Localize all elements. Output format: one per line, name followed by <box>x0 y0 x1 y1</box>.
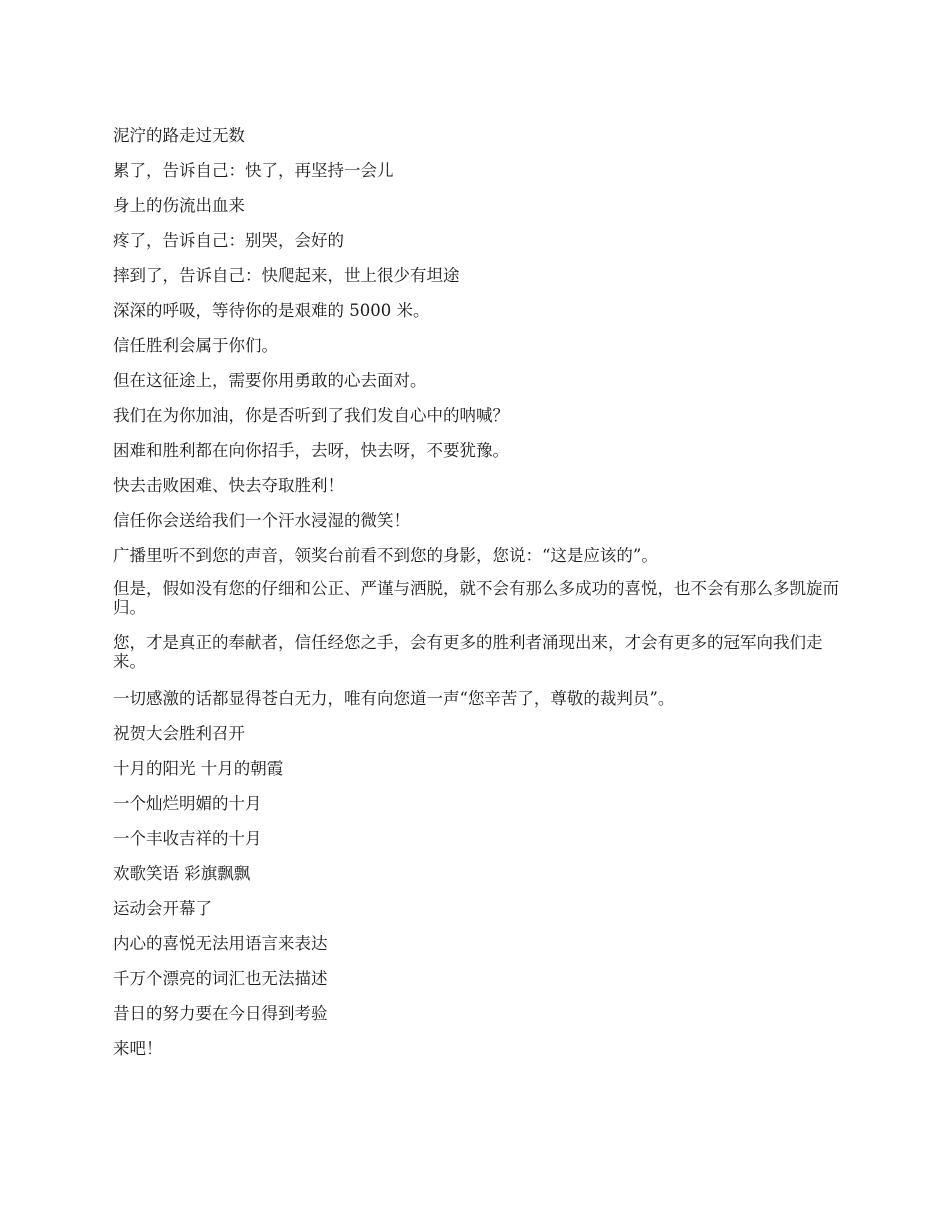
paragraph: 快去击败困难、快去夺取胜利！ <box>113 476 344 495</box>
paragraph: 内心的喜悦无法用语言来表达 <box>113 934 328 953</box>
paragraph: 欢歌笑语 彩旗飘飘 <box>113 864 251 883</box>
document-body <box>113 124 843 1072</box>
paragraph: 疼了，告诉自己：别哭，会好的 <box>113 231 344 250</box>
paragraph: 祝贺大会胜利召开 <box>113 724 245 743</box>
paragraph: 来吧！ <box>113 1039 163 1058</box>
paragraph: 运动会开幕了 <box>113 899 212 918</box>
paragraph: 我们在为你加油，你是否听到了我们发自心中的呐喊？ <box>113 406 509 425</box>
paragraph: 一个灿烂明媚的十月 <box>113 794 262 813</box>
paragraph: 十月的阳光 十月的朝霞 <box>113 759 284 778</box>
paragraph: 一个丰收吉祥的十月 <box>113 829 262 848</box>
paragraph: 信任胜利会属于你们。 <box>113 336 278 355</box>
paragraph: 身上的伤流出血来 <box>113 196 245 215</box>
paragraph: 困难和胜利都在向你招手，去呀，快去呀，不要犹豫。 <box>113 441 509 460</box>
paragraph: 但在这征途上，需要你用勇敢的心去面对。 <box>113 371 427 390</box>
paragraph: 千万个漂亮的词汇也无法描述 <box>113 969 328 988</box>
paragraph: 泥泞的路走过无数 <box>113 126 245 145</box>
paragraph: 深深的呼吸，等待你的是艰难的 5000 米。 <box>113 301 430 320</box>
paragraph: 摔到了，告诉自己：快爬起来，世上很少有坦途 <box>113 266 460 285</box>
paragraph: 累了，告诉自己：快了，再坚持一会儿 <box>113 161 394 180</box>
paragraph: 一切感激的话都显得苍白无力，唯有向您道一声“您辛苦了，尊敬的裁判员”。 <box>113 689 675 708</box>
paragraph: 您，才是真正的奉献者，信任经您之手，会有更多的胜利者涌现出来，才会有更多的冠军向我们走来。 <box>113 633 823 671</box>
paragraph: 信任你会送给我们一个汗水浸湿的微笑！ <box>113 511 410 530</box>
paragraph: 昔日的努力要在今日得到考验 <box>113 1004 328 1023</box>
paragraph: 广播里听不到您的声音，领奖台前看不到您的身影，您说：“这是应该的”。 <box>113 546 658 565</box>
paragraph: 但是，假如没有您的仔细和公正、严谨与洒脱，就不会有那么多成功的喜悦，也不会有那么多凯旋而归。 <box>113 579 839 617</box>
